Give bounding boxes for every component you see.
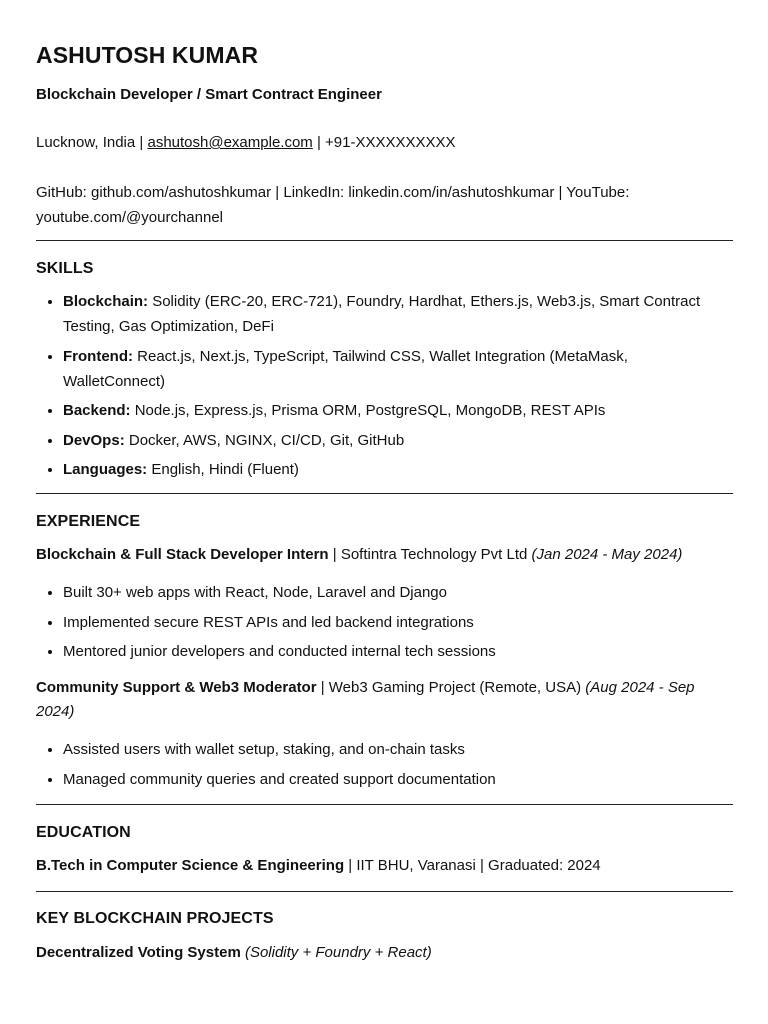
skills-list <box>36 289 733 487</box>
skill-item <box>63 457 733 482</box>
skill-label: Backend: <box>63 402 131 419</box>
project-entry <box>36 941 726 965</box>
skill-item <box>63 398 733 423</box>
job-bullet: • Managed community queries and created support documentation <box>63 767 733 792</box>
divider <box>36 493 733 494</box>
skill-item <box>63 289 733 339</box>
project-name: Decentralized Voting System <box>36 944 241 961</box>
divider <box>36 240 733 241</box>
project-stack: (Solidity + Foundry + React) <box>244 944 432 961</box>
job-dates: (Jan 2024 - May 2024) <box>531 546 683 563</box>
job-bullet: • Implemented secure REST APIs and led backend integrations <box>63 610 733 635</box>
education-entry <box>36 854 726 878</box>
job-bullet: • Built 30+ web apps with React, Node, Laravel and Django <box>63 580 733 605</box>
job-role: Blockchain & Full Stack Developer Intern <box>36 546 329 563</box>
candidate-title: Blockchain Developer / Smart Contract Engineer <box>36 86 382 103</box>
profile-links: GitHub: github.com/ashutoshkumar | LinkedIn: linkedin.com/in/ashutoshkumar | YouTube: youtube.com/@yourchannel <box>36 184 630 226</box>
skill-item <box>63 344 733 394</box>
email-link[interactable]: ashutosh@example.com <box>147 134 313 151</box>
location-text: Lucknow, India <box>36 134 136 151</box>
skill-text: Node.js, Express.js, Prisma ORM, PostgreSQL, MongoDB, REST APIs <box>130 402 606 419</box>
education-heading: EDUCATION <box>36 824 131 841</box>
experience-heading: EXPERIENCE <box>36 513 141 530</box>
skill-text: Docker, AWS, NGINX, CI/CD, Git, GitHub <box>124 431 405 449</box>
skill-text: React.js, Next.js, TypeScript, Tailwind CSS, Wallet Integration (MetaMask, WalletConnect) <box>63 347 628 390</box>
candidate-name: ASHUTOSH KUMAR <box>36 42 259 68</box>
job-dates: (Aug 2024 - Sep 2024) <box>36 679 695 720</box>
skill-label: Frontend: <box>63 347 133 365</box>
job-bullets <box>36 737 733 796</box>
job-bullet: • Mentored junior developers and conducted internal tech sessions <box>63 639 733 664</box>
skill-text: Solidity (ERC-20, ERC-721), Foundry, Hardhat, Ethers.js, Web3.js, Smart Contract Testing, Gas Optimization, DeFi <box>63 293 701 335</box>
skill-item <box>63 428 733 453</box>
divider <box>36 804 733 805</box>
phone-text: +91-XXXXXXXXXX <box>325 134 456 151</box>
separator: | <box>312 134 326 151</box>
job-company: | Softintra Technology Pvt Ltd <box>328 546 532 563</box>
job-role: Community Support & Web3 Moderator <box>36 679 317 696</box>
projects-heading: KEY BLOCKCHAIN PROJECTS <box>36 910 274 927</box>
skill-label: Languages: <box>63 461 148 478</box>
separator: | <box>135 134 148 151</box>
skill-text: English, Hindi (Fluent) <box>147 461 299 478</box>
skills-heading: SKILLS <box>36 260 94 277</box>
job-bullets <box>36 580 733 669</box>
job-bullet: • Assisted users with wallet setup, staking, and on-chain tasks <box>63 737 733 762</box>
skill-label: Blockchain: <box>63 293 149 310</box>
job-header <box>36 676 726 724</box>
job-header <box>36 543 726 567</box>
divider <box>36 891 733 892</box>
job-company: | Web3 Gaming Project (Remote, USA) <box>316 679 586 696</box>
skill-label: DevOps: <box>63 431 125 449</box>
degree: B.Tech in Computer Science & Engineering <box>36 857 345 874</box>
contact-line <box>36 134 456 151</box>
education-details: | IIT BHU, Varanasi | Graduated: 2024 <box>344 857 601 874</box>
